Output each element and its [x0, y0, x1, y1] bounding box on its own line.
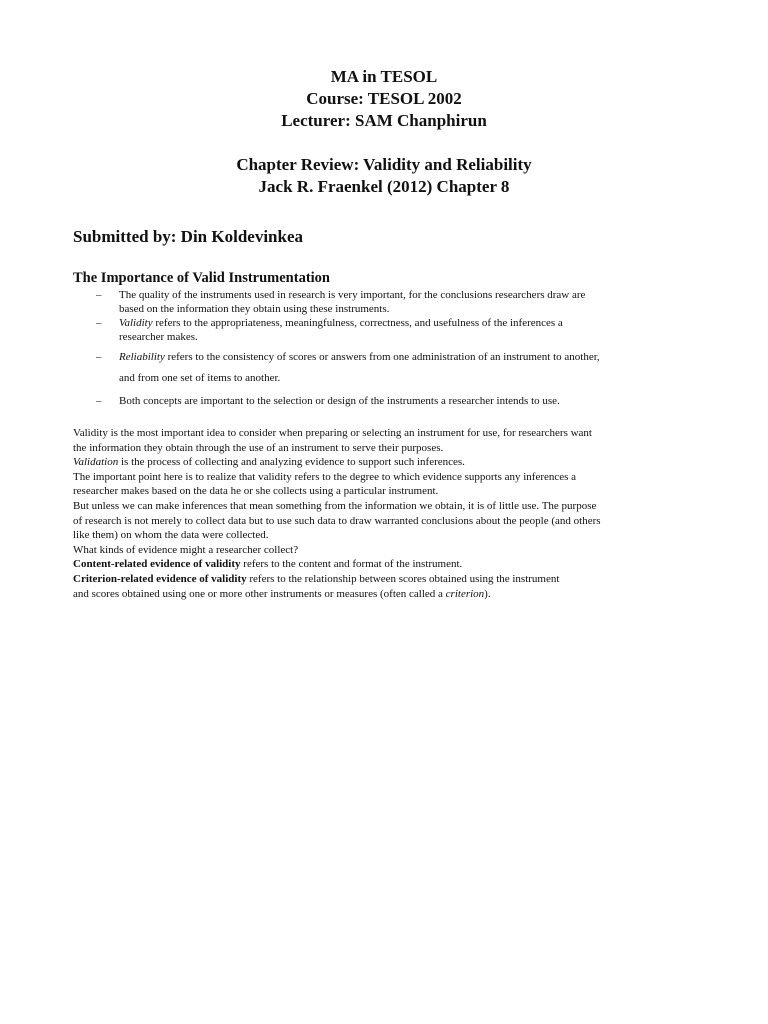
- paragraph-line: researcher makes based on the data he or she collects using a particular instrument.: [73, 485, 439, 498]
- bullet-dash: –: [96, 351, 102, 363]
- header-spacer: [0, 132, 768, 154]
- paragraph-text: is the process of collecting and analyzing evidence to support such inferences.: [118, 456, 465, 469]
- paragraph-line: But unless we can make inferences that mean something from the information we obtain, it is of little use. The purpose: [73, 499, 597, 512]
- paragraph-line: [73, 455, 703, 470]
- list-item: [96, 391, 696, 412]
- term-content-related: Content-related evidence of validity: [73, 558, 241, 571]
- document-header: [0, 66, 768, 198]
- paragraph-line: The important point here is to realize that validity refers to the degree to which evidence supports any inferences a: [73, 470, 577, 483]
- list-item: [96, 317, 696, 344]
- paragraph-line: What kinds of evidence might a researcher collect?: [73, 543, 299, 556]
- paragraph-text: refers to the content and format of the instrument.: [240, 558, 463, 571]
- chapter-source: Jack R. Fraenkel (2012) Chapter 8: [258, 177, 510, 196]
- term-validation: Validation: [73, 456, 119, 469]
- paragraph-line: [73, 587, 703, 602]
- term-reliability: Reliability: [119, 351, 165, 363]
- paragraph-line: like them) on whom the data were collected.: [73, 529, 269, 542]
- term-criterion-related: Criterion-related evidence of validity: [73, 572, 247, 585]
- paragraph-line: the information they obtain through the use of an instrument to serve their purposes.: [73, 441, 444, 454]
- bullet-text: [119, 347, 696, 368]
- bullet-text: and from one set of items to another.: [119, 372, 281, 384]
- bullet-dash: –: [96, 317, 102, 329]
- paragraph-line: [73, 572, 703, 587]
- bullet-text: Both concepts are important to the selection or design of the instruments a researcher intends to use.: [119, 395, 560, 407]
- paragraph-line: of research is not merely to collect data but to use such data to draw warranted conclusions about the people (and others: [73, 514, 601, 527]
- lecturer-line: Lecturer: SAM Chanphirun: [281, 111, 487, 130]
- bullet-text: based on the information they obtain using these instruments.: [119, 302, 390, 315]
- bullet-text-rest: refers to the consistency of scores or answers from one administration of an instrument to another,: [164, 351, 600, 363]
- list-item: [96, 289, 696, 316]
- paragraph-text: refers to the relationship between scores obtained using the instrument: [246, 572, 560, 585]
- paragraph-text: ).: [484, 587, 491, 600]
- term-validity: Validity: [119, 317, 153, 329]
- program-title: MA in TESOL: [330, 67, 438, 86]
- bullet-dash: –: [96, 395, 102, 407]
- paragraph-line: Validity is the most important idea to consider when preparing or selecting an instrument for use, for researchers want: [73, 427, 592, 439]
- paragraph-line: [73, 557, 703, 572]
- paragraph-text: and scores obtained using one or more other instruments or measures (often called a: [73, 587, 446, 600]
- body-text: [73, 426, 703, 601]
- bullet-text: [119, 317, 696, 331]
- term-criterion: criterion: [445, 587, 485, 600]
- bullet-text: researcher makes.: [119, 330, 198, 343]
- bullet-text-rest: refers to the appropriateness, meaningfulness, correctness, and usefulness of the inferences a: [152, 317, 563, 329]
- course-title: Course: TESOL 2002: [306, 89, 462, 108]
- list-item: [96, 347, 696, 389]
- bullet-dash: –: [96, 289, 102, 301]
- submitted-by: Submitted by: Din Koldevinkea: [73, 227, 304, 246]
- chapter-review-title: Chapter Review: Validity and Reliability: [236, 155, 532, 174]
- bullet-list: [96, 289, 696, 414]
- bullet-text: The quality of the instruments used in research is very important, for the conclusions researchers draw are: [119, 289, 586, 301]
- section-heading: The Importance of Valid Instrumentation: [73, 270, 330, 286]
